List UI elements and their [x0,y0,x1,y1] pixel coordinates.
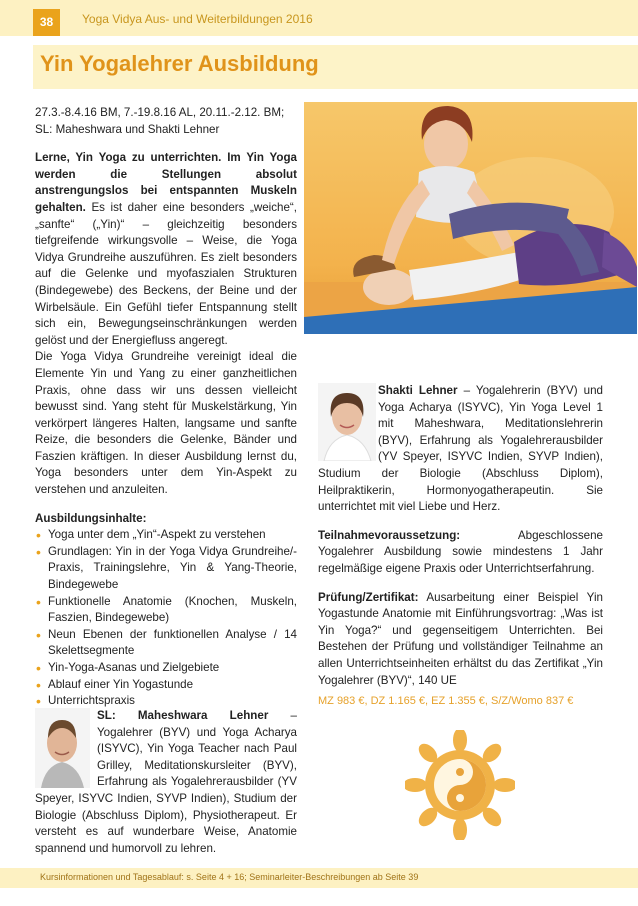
portrait-spacer [35,708,97,790]
requirements-label: Teilnahmevoraussetzung: [318,528,461,542]
portrait-spacer [318,383,378,463]
intro-paragraph [35,150,297,349]
shakti-name: Shakti Lehner [378,384,458,397]
footer-band [0,868,638,888]
footer-note: Kursinformationen und Tagesablauf: s. Seite 4 + 16; Seminarleiter-Beschreibungen ab Seite 39 [40,872,419,882]
maheshwara-name: SL: Maheshwara Lehner [97,709,269,722]
shakti-text: – Yogalehrerin (BYV) und Yoga Acharya (ISYVC), Yin Yoga Level 1 mit Maheshwara, Meditationslehrerin (BYV), Erfahrung als Yogalehrerausbilder (YV Speyer, ISYVC Indien, SYVP Indien), Studium der Biologie (Abschluss Diplom), Heilpraktikerin, Hormonyogatherapeutin. Sie unterrichtet mit viel Liebe und Herz. [318,384,603,514]
yin-yang-paragraph: Die Yoga Vidya Grundreihe vereinigt ideal die Elemente Yin und Yang zu einer ganzheitlichen Praxis, ohne dass wir uns dessen vielleicht bewusst sind. Yang steht für Muskelstärkung, Yin verkörpert längeres Halten, langsame und sanfte Reize, die besonders die Gelenke, Bänder und Faszien kräftigen. In dieser Ausbildung lernst du, Yoga besonders unter dem Yin-Aspekt zu verstehen und anzuleiten. [35,350,297,497]
page-number: 38 [33,9,60,36]
contents-list [35,527,297,710]
course-dates: 27.3.-8.4.16 BM, 7.-19.8.16 AL, 20.11.-2.12. BM; [35,106,285,119]
list-item: • Funktionelle Anatomie (Knochen, Muskeln, Faszien, Bindegewebe) [35,594,297,627]
yin-yang-mandala-icon [405,730,515,840]
left-column [35,105,297,710]
list-item: • Grundlagen: Yin in der Yoga Vidya Grundreihe/-Praxis, Trainingslehre, Yin & Yang-Theorie, Bindegewebe [35,544,297,594]
exam-label: Prüfung/Zertifikat: [318,590,419,604]
maheshwara-text: – Yogalehrer (BYV) und Yoga Acharya (ISYVC), Yin Yoga Teacher nach Paul Grilley, Meditationskursleiter (BYV), Erfahrung als Yogalehrerausbilder (YV Speyer, ISYVC Indien, SYVP Indien), Studium der Biologie (Abschluss Diplom), Physiotherapeut. Er versteht es auf wunderbare Weise, Anatomie spannend und humorvoll zu lehren. [35,709,297,855]
prices: MZ 983 €, DZ 1.165 €, EZ 1.355 €, S/Z/Womo 837 € [318,695,574,708]
right-column [318,383,603,710]
exam-text: Ausarbeitung einer Beispiel Yin Yogastunde Anatomie mit Einführungsvortrag: „Was ist Yin Yoga?“ und gegenseitigem Unterrichten. Bei Bestehen der Prüfung und vollständiger Teilnahme an allen Unterrichtseinheiten erhältst du das Zertifikat „Yin Yogalehrer (BYV)“, 140 UE [318,590,603,687]
requirements [318,528,603,578]
contents-heading: Ausbildungsinhalte: [35,511,147,525]
list-item: • Yin-Yoga-Asanas und Zielgebiete [35,660,297,677]
list-item: • Yoga unter dem „Yin“-Aspekt zu verstehen [35,527,297,544]
page-title: Yin Yogalehrer Ausbildung [40,51,319,76]
running-title: Yoga Vidya Aus- und Weiterbildungen 2016 [82,12,313,26]
intro-lead: Lerne, Yin Yoga zu unterrichten. Im Yin Yoga werden die Stellungen absolut anstrengungslos bei entspannten Muskeln gehalten. [35,151,297,214]
list-item: • Unterrichtspraxis [35,693,297,710]
yoga-photo [304,102,637,334]
list-item: • Ablauf einer Yin Yogastunde [35,677,297,694]
intro-text: Es ist daher eine besonders „weiche“, „sanfte“ („Yin)“ – gleichzeitig besonders tiefgreifende wirkungsvolle – Weise, die Yoga Vidya Grundreihe auszuführen. Es zielt besonders auf die Gelenke und myofaszialen Strukturen (Bindegewebe) des Beckens, der Beine und der Wirbelsäule. Ein Gefühl tiefer Entspannung stellt sich ein, Bewegungseinschränkungen werden gelöst und der Energiefluss angeregt. [35,200,297,347]
maheshwara-bio [35,708,297,857]
list-item: • Neun Ebenen der funktionellen Analyse / 14 Skelettsegmente [35,627,297,660]
requirements-text: Abgeschlossene Yogalehrer Ausbildung sowie mindestens 1 Jahr regelmäßige eigene Praxis oder Unterrichtserfahrung. [318,528,603,575]
course-leaders: SL: Maheshwara und Shakti Lehner [35,122,220,136]
exam [318,590,603,690]
